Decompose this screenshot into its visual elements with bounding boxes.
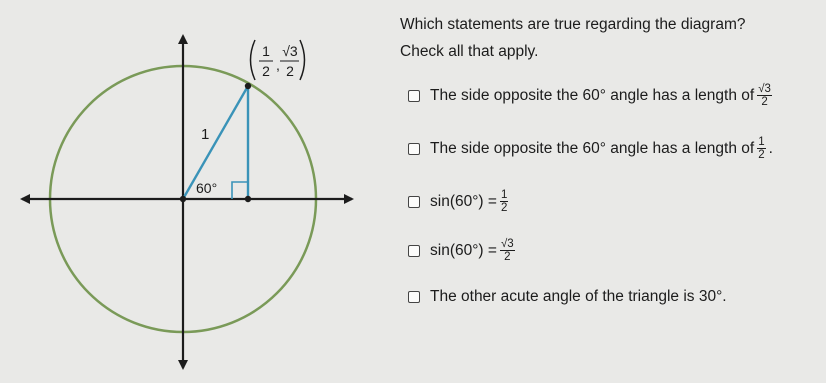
option-2-fraction: $\frac{1}{2}$ <box>758 136 765 162</box>
option-3[interactable] <box>408 189 511 214</box>
option-4-checkbox[interactable] <box>408 245 420 257</box>
option-4[interactable] <box>408 238 518 263</box>
option-5-text: The other acute angle of the triangle is 30°. <box>430 288 727 305</box>
svg-text:,: , <box>276 57 280 73</box>
option-3-fraction: $\frac{1}{2}$ <box>500 189 508 215</box>
option-1-checkbox[interactable] <box>408 90 420 102</box>
point-coordinate-label <box>251 40 305 80</box>
option-5[interactable] <box>408 288 727 306</box>
hypotenuse-length-label: 1 <box>201 126 210 143</box>
option-3-checkbox[interactable] <box>408 196 420 208</box>
option-4-text: sin(60°) = <box>430 241 497 259</box>
option-2[interactable]: The side opposite the 60° angle has a length of $\frac{1}{2}$ . <box>408 136 773 161</box>
option-1[interactable] <box>408 83 775 108</box>
point-x-denominator: 2 <box>262 63 270 79</box>
option-1-fraction: $\frac{√3}{2}$ <box>758 83 771 109</box>
foot-point <box>245 196 251 202</box>
origin-point <box>180 196 186 202</box>
option-5-checkbox[interactable] <box>408 291 420 303</box>
option-1-text: The side opposite the 60° angle has a length of <box>430 86 755 104</box>
option-4-fraction: $\frac{√3}{2}$ <box>500 238 514 264</box>
right-angle-marker <box>232 182 248 199</box>
option-2-checkbox[interactable] <box>408 143 420 155</box>
option-3-text: sin(60°) = <box>430 192 497 210</box>
circle-point <box>245 83 251 89</box>
point-x-numerator: 1 <box>262 43 270 59</box>
unit-circle-diagram <box>0 0 395 383</box>
question-text: Which statements are true regarding the diagram? <box>400 16 746 33</box>
angle-label: 60° <box>196 180 218 196</box>
option-2-text: The side opposite the 60° angle has a length of <box>430 139 755 157</box>
point-y-numerator: √3 <box>282 43 298 59</box>
point-y-denominator: 2 <box>286 63 294 79</box>
instruction-text: Check all that apply. <box>400 43 539 60</box>
